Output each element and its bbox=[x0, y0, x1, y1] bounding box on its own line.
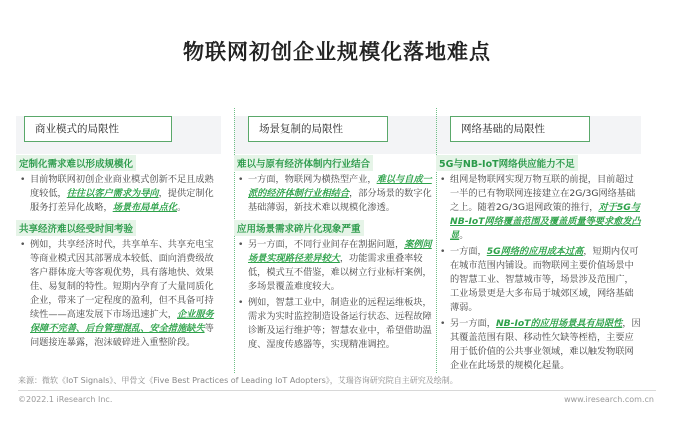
highlight-text: 企业服务保障不完善、后台管理混乱、安全措施缺失 bbox=[30, 309, 214, 334]
column-scenario-replication bbox=[234, 108, 439, 373]
section-subtitle: 应用场景需求碎片化现象严重 bbox=[234, 220, 364, 236]
body-text: 。 bbox=[459, 230, 469, 241]
body-text: ，提供定制化服务打差异化战略， bbox=[30, 188, 214, 213]
column-network-infrastructure bbox=[436, 108, 641, 373]
bullet-paragraph bbox=[436, 173, 641, 243]
body-text: 例如，共享经济时代，共享单车、共享充电宝等商业模式因其部署成本较低、面向消费级故客户群体庞大等客观优势，具有落地快、效果佳、易复制的特性。短期内孕育了大量同质化企业，带来了一定程度的盈利，但不具备可持续性——高速发展下市场迅速扩大， bbox=[30, 239, 214, 320]
column-header: 网络基础的局限性 bbox=[450, 116, 590, 142]
body-text: 一方面， bbox=[450, 246, 487, 257]
section-subtitle: 5G与NB-IoT网络供应能力不足 bbox=[436, 155, 578, 171]
column-content bbox=[436, 152, 641, 375]
body-text: 组网是物联网实现万物互联的前提，目前超过一半的已有物联网连接建立在2G/3G网络基础之上。随着2G/3G退网政策的推行， bbox=[450, 174, 636, 213]
highlight-text: NB-IoT的应用场景具有局限性 bbox=[495, 318, 623, 329]
body-text: 另一方面， bbox=[450, 318, 496, 329]
body-text: 一方面，物联网为横热型产业， bbox=[248, 174, 377, 185]
footer-divider bbox=[18, 390, 656, 391]
highlight-text: 对于5G与NB-IoT网络覆盖范围及覆盖质量等要求愈发凸显 bbox=[450, 202, 641, 241]
body-text: 例如，智慧工业中，制造业的远程运维板块，需求为实时监控制造设备运行状态、远程故障诊断及运行维护等；智慧农业中，希望借助温度、湿度传感器等，实现精准调控。 bbox=[248, 297, 432, 350]
footer-copyright: ©2022.1 iResearch Inc. bbox=[18, 395, 113, 404]
body-text: ，部分场景的数字化基础薄弱，新技术难以规模化渗透。 bbox=[248, 188, 432, 213]
column-content bbox=[234, 152, 439, 354]
bullet-paragraph bbox=[234, 238, 439, 294]
column-content bbox=[16, 152, 221, 352]
section-subtitle: 难以与原有经济体制内行业结合 bbox=[234, 155, 373, 171]
highlight-text: 场景布局单点化 bbox=[112, 202, 177, 213]
footer-website: www.iresearch.com.cn bbox=[564, 395, 654, 404]
section-subtitle: 共享经济难以经受时间考验 bbox=[16, 220, 136, 236]
highlight-text: 5G网络的应用成本过高 bbox=[486, 246, 584, 257]
column-header: 场景复制的局限性 bbox=[248, 116, 388, 142]
section-subtitle: 定制化需求难以形成规模化 bbox=[16, 155, 136, 171]
source-note: 来源：微软《IoT Signals》、甲骨文《Five Best Practices of Leading IoT Adopters》，艾瑞咨询研究院自主研究及绘制。 bbox=[18, 376, 458, 385]
bullet-paragraph bbox=[234, 173, 439, 215]
body-text: 目前物联网初创企业商业模式创新不足且成熟度较低， bbox=[30, 174, 214, 199]
bullet-paragraph bbox=[16, 173, 221, 215]
highlight-text: 往往以客户需求为导向 bbox=[66, 188, 159, 199]
body-text: 另一方面，不同行业间存在割据问题， bbox=[248, 239, 405, 250]
body-text: ，短期内仅可在城市范围内铺设。而物联网主要价值场景中的智慧工业、智慧城市等，场景涉及范围广，工业场景更是大多布局于城郊区域，网络基础薄弱。 bbox=[450, 246, 639, 313]
bullet-paragraph bbox=[234, 296, 439, 352]
column-header: 商业模式的局限性 bbox=[24, 116, 172, 142]
body-text: ，因其覆盖范围有限、移动性欠缺等桎梏，主要应用于低价值的公共事业领域，难以触发物联网企业在此场景的规模化起量。 bbox=[450, 318, 641, 371]
column-business-model bbox=[16, 108, 221, 373]
bullet-paragraph bbox=[16, 238, 221, 350]
page-title: 物联网初创企业规模化落地难点 bbox=[183, 40, 491, 64]
body-text: 。 bbox=[177, 202, 187, 213]
body-text: 等问题接连暴露，泡沫破碎进入重整阶段。 bbox=[30, 323, 214, 348]
highlight-text: 难以与自成一派的经济体制行业相结合 bbox=[248, 174, 432, 199]
highlight-text: 案例间场景实现路径差异较大 bbox=[248, 239, 432, 264]
bullet-paragraph bbox=[436, 245, 641, 315]
bullet-paragraph bbox=[436, 317, 641, 373]
body-text: ，功能需求重叠率较低，模式互不借鉴，难以树立行业标杆案例，多场景覆盖难度较大。 bbox=[248, 253, 432, 292]
